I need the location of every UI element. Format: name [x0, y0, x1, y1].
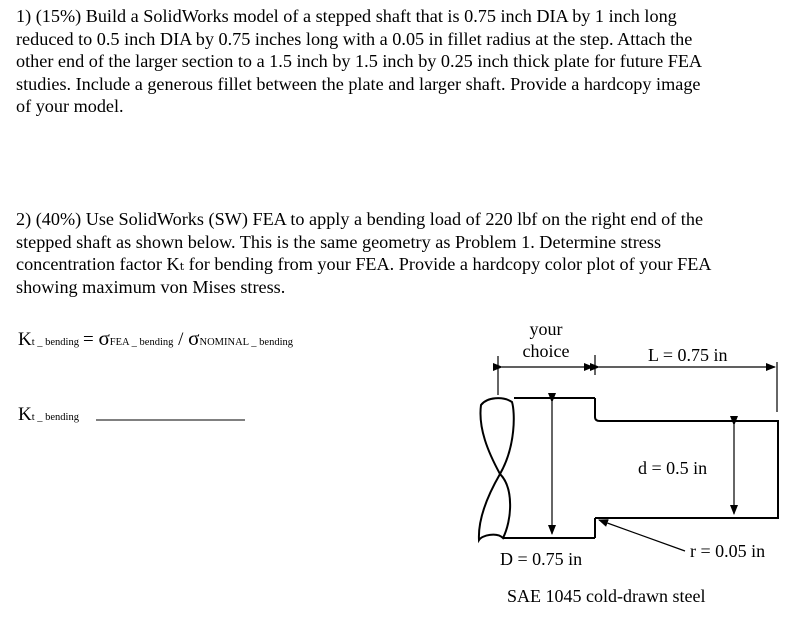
- problem-2-line: 2) (40%) Use SolidWorks (SW) FEA to apply a bending load of 220 lbf on the right end of the: [16, 209, 704, 229]
- kt-answer-symbol: K: [18, 404, 32, 425]
- problem-1-line: 1) (15%) Build a SolidWorks model of a stepped shaft that is 0.75 inch DIA by 1 inch long: [16, 6, 677, 26]
- sigma-symbol-2: σ: [188, 326, 200, 350]
- problem-2-line: showing maximum von Mises stress.: [16, 276, 286, 297]
- problem-2-line: concentration factor Kₜ for bending from your FEA. Provide a hardcopy color plot of your FEA: [16, 254, 712, 275]
- sigma-symbol: σ: [98, 326, 110, 350]
- problem-1-line: studies. Include a generous fillet between the plate and larger shaft. Provide a hardcopy image: [16, 73, 701, 94]
- fillet-radius-label: r = 0.05 in: [690, 541, 766, 561]
- shaft-break-outline: [479, 398, 514, 540]
- problem-1-line: of your model.: [16, 96, 124, 117]
- division-slash: /: [173, 329, 189, 350]
- kt-symbol: K: [18, 329, 32, 350]
- problem-1-line: reduced to 0.5 inch DIA by 0.75 inches long with a 0.05 in fillet radius at the step. Attach the: [16, 28, 693, 49]
- your-choice-label: [516, 318, 576, 362]
- nominal-subscript: NOMINAL _ bending: [199, 337, 293, 348]
- your-choice-line-1: your: [529, 319, 563, 339]
- length-label: L = 0.75 in: [648, 345, 728, 365]
- small-diameter-label: d = 0.5 in: [638, 458, 708, 478]
- problem-2-line: stepped shaft as shown below. This is the same geometry as Problem 1. Determine stress: [16, 231, 662, 252]
- large-diameter-label: D = 0.75 in: [500, 549, 583, 569]
- equals-sign: =: [82, 329, 99, 350]
- fillet-leader-arrow: [599, 520, 685, 551]
- material-label: SAE 1045 cold-drawn steel: [507, 586, 706, 606]
- fea-subscript: FEA _ bending: [109, 337, 174, 348]
- problem-1-line: other end of the larger section to a 1.5 inch by 1.5 inch by 0.25 inch thick plate for future FEA: [16, 51, 703, 72]
- kt-subscript: t _ bending: [31, 337, 79, 348]
- your-choice-line-2: choice: [522, 341, 570, 361]
- kt-answer-subscript: t _ bending: [31, 412, 79, 423]
